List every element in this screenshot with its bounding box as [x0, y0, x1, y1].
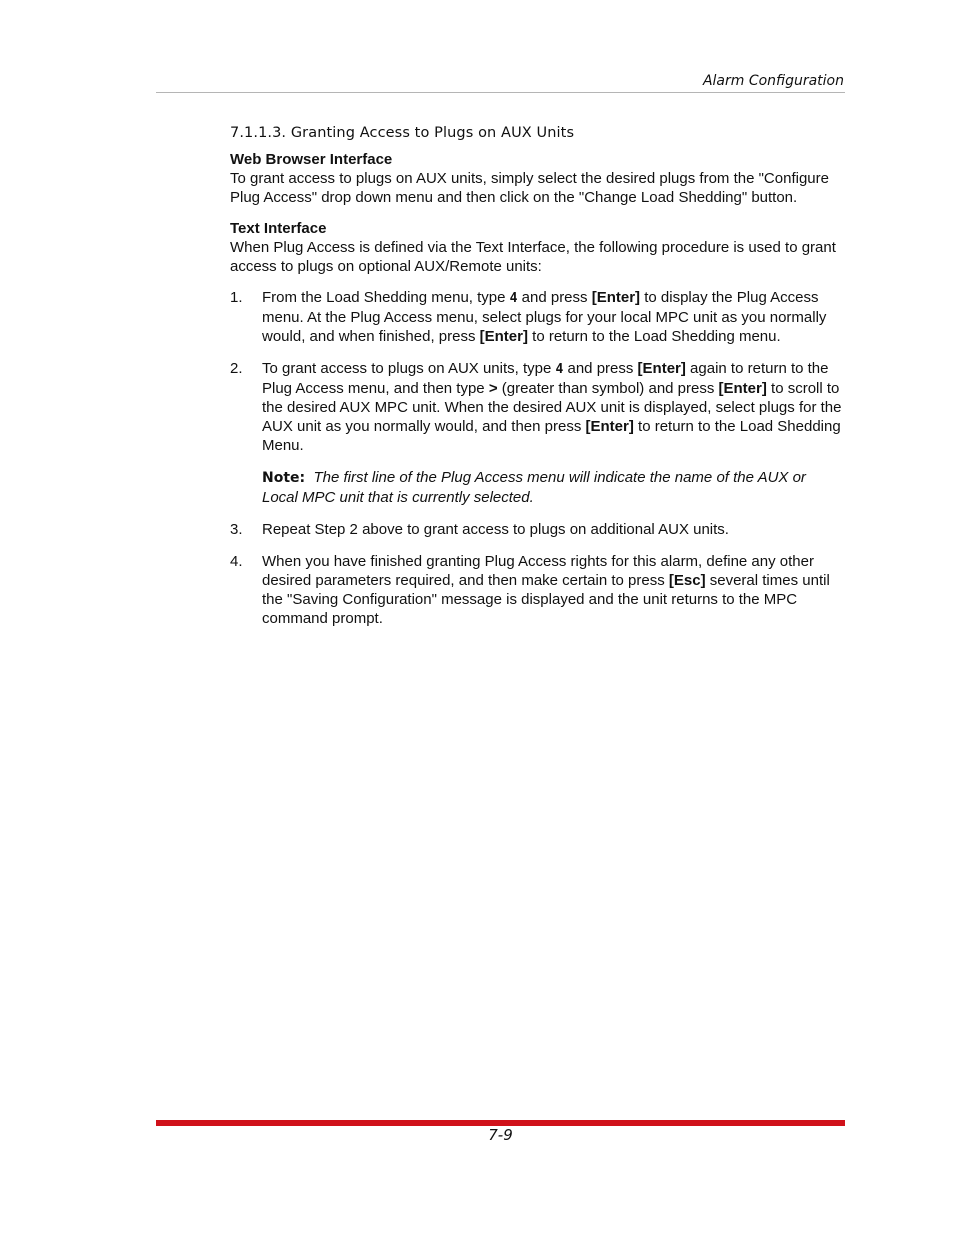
step-text: When you have finished granting Plug Access rights for this alarm, define any other desired parameters required, and then make certain to press [262, 553, 814, 589]
note [262, 468, 845, 507]
step-text: several times until the "Saving Configuration" message is displayed and the unit returns to the MPC command prompt. [262, 572, 830, 627]
key-code: 4 [555, 362, 564, 377]
step-text: To grant access to plugs on AUX units, type [262, 360, 556, 377]
step-text: to return to the Load Shedding Menu. [262, 418, 841, 454]
key-enter: [Enter] [591, 289, 641, 306]
step-text: to return to the Load Shedding menu. [527, 328, 781, 345]
note-label: Note: [262, 470, 306, 486]
key-enter: [Enter] [718, 380, 767, 397]
step-text: Repeat Step 2 above to grant access to plugs on additional AUX units. [262, 521, 729, 538]
step-number: 2. [230, 360, 243, 377]
note-body: The first line of the Plug Access menu will indicate the name of the AUX or Local MPC unit that is currently selected. [262, 469, 806, 506]
step-number: 4. [230, 553, 243, 570]
procedure-steps-continued [230, 520, 845, 628]
step-text: and press [517, 289, 592, 306]
step-number: 1. [230, 289, 243, 306]
step-text: and press [563, 360, 638, 377]
step-2 [230, 359, 845, 455]
text-interface-body: When Plug Access is defined via the Text Interface, the following procedure is used to grant access to plugs on optional AUX/Remote units: [230, 239, 836, 275]
step-4 [230, 552, 845, 628]
key-code: 4 [509, 291, 518, 306]
web-interface-heading: Web Browser Interface [230, 151, 393, 168]
web-interface-body: To grant access to plugs on AUX units, simply select the desired plugs from the "Configure Plug Access" drop down menu and then click on the "Change Load Shedding" button. [230, 170, 829, 206]
page-number: 7-9 [488, 1126, 513, 1144]
text-interface-heading: Text Interface [230, 220, 327, 237]
key-enter: [Enter] [585, 418, 634, 435]
step-text: to display the Plug Access menu. At the Plug Access menu, select plugs for your local MPC unit as you normally would, and when finished, press [262, 289, 827, 345]
running-header: Alarm Configuration [702, 73, 844, 89]
key-enter: [Enter] [479, 328, 528, 345]
step-text: (greater than symbol) and press [497, 380, 719, 397]
step-text: again to return to the Plug Access menu, and then type [262, 360, 829, 397]
procedure-steps [230, 288, 845, 455]
step-text: From the Load Shedding menu, type [262, 289, 510, 306]
step-1 [230, 288, 845, 346]
page-content [230, 124, 845, 641]
key-enter: [Enter] [637, 360, 686, 377]
header-rule [156, 92, 845, 93]
step-3 [230, 520, 845, 539]
step-number: 3. [230, 521, 243, 538]
key-greater-than: > [488, 380, 498, 397]
step-text: to scroll to the desired AUX MPC unit. When the desired AUX unit is displayed, select plugs for the AUX unit as you normally would, and then press [262, 380, 842, 435]
section-title: 7.1.1.3. Granting Access to Plugs on AUX Units [230, 125, 575, 141]
key-esc: [Esc] [668, 572, 706, 589]
